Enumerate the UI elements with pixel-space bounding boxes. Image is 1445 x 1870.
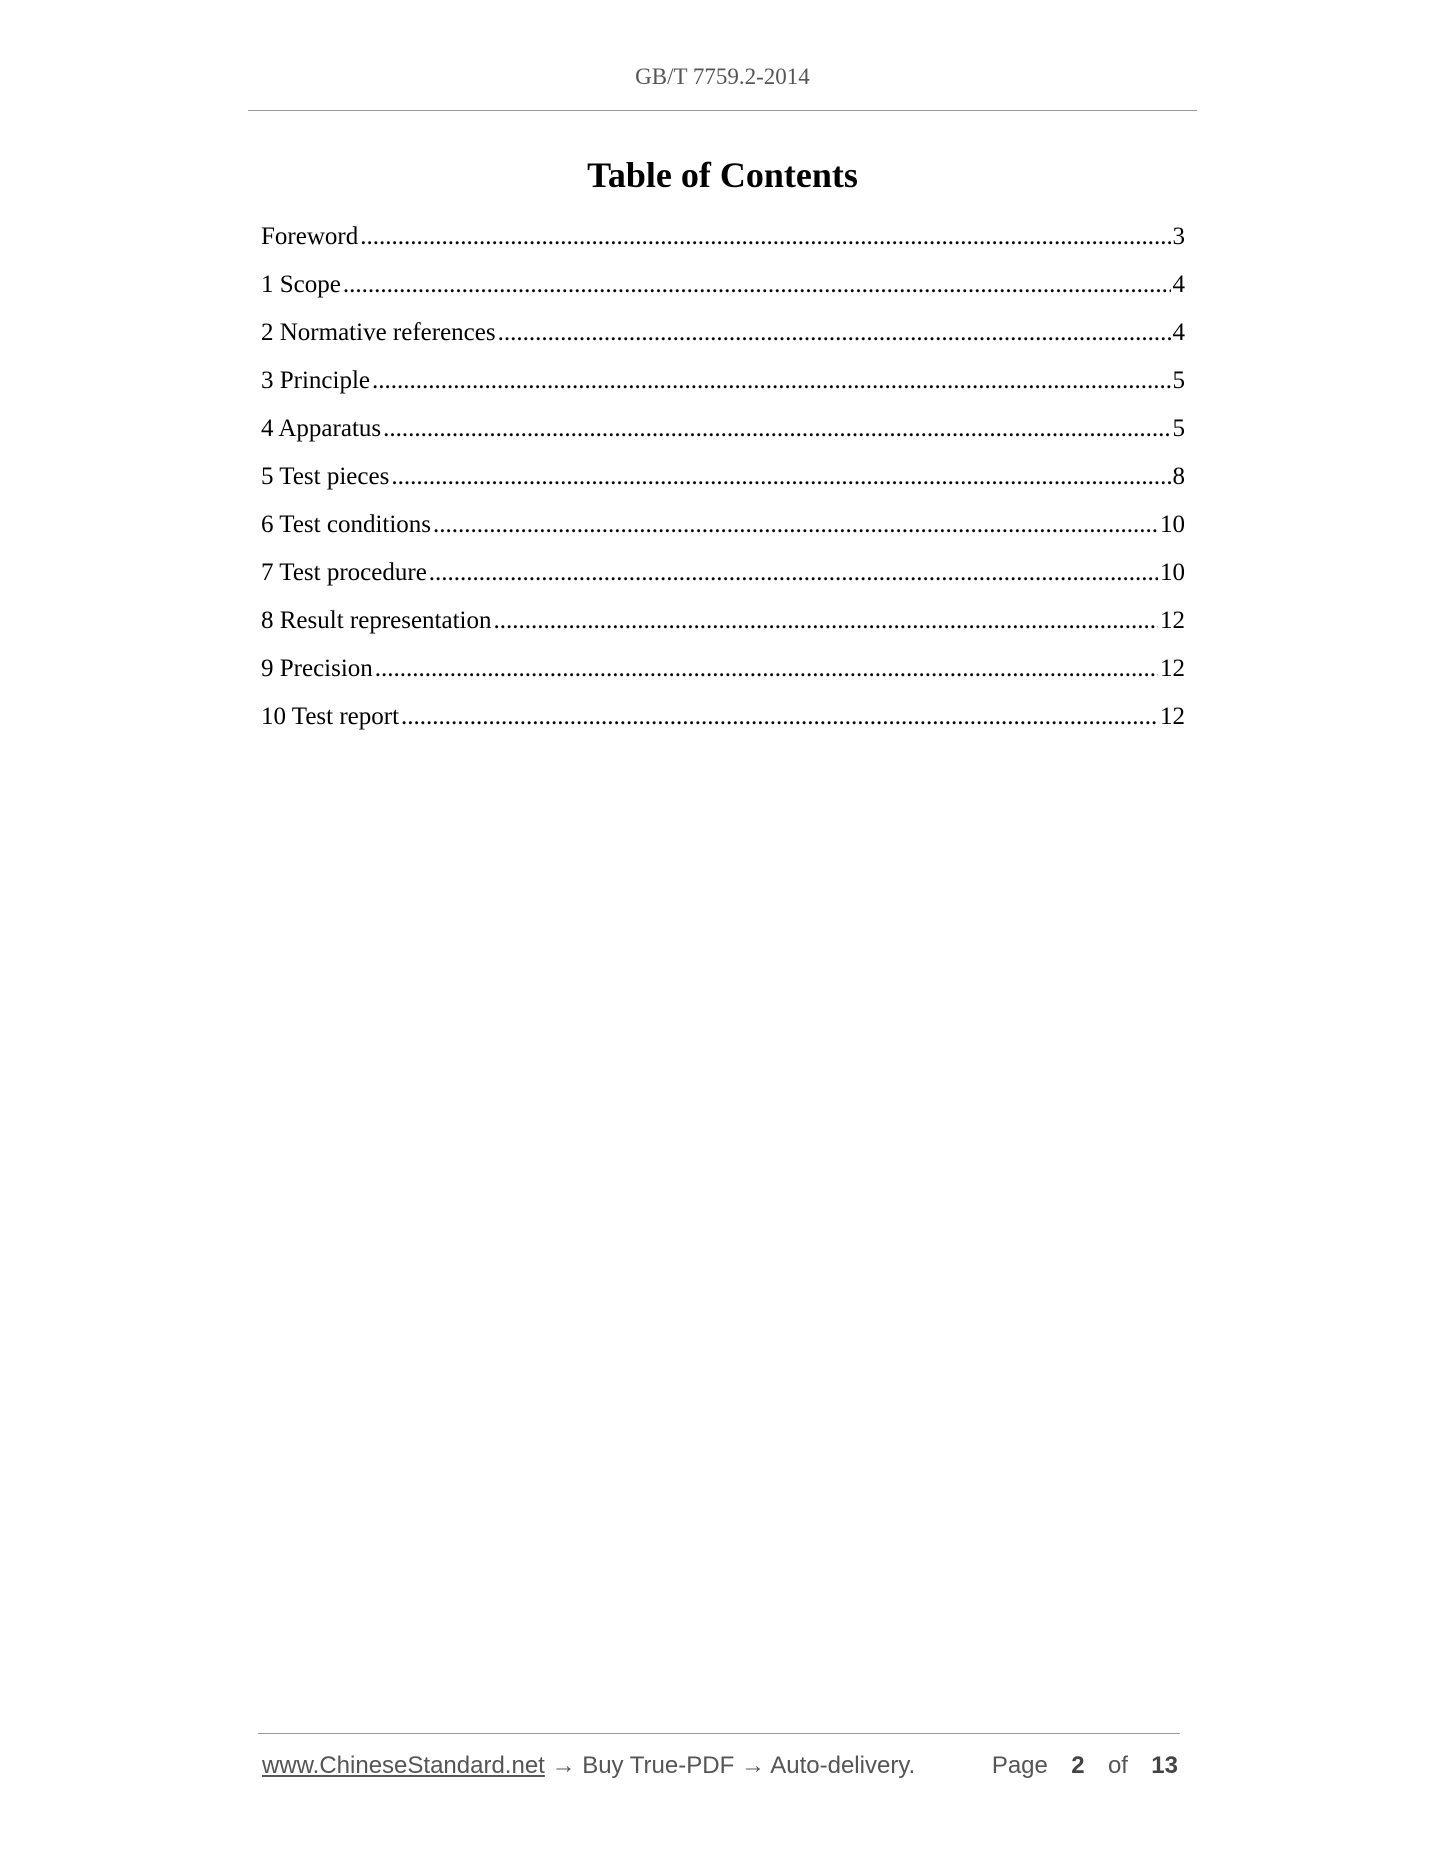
auto-delivery-text: Auto-delivery. [770, 1752, 916, 1779]
toc-entry-normative-references[interactable] [261, 318, 1185, 366]
toc-entry-test-report[interactable] [261, 702, 1185, 750]
toc-entry-label: 10 Test report [261, 703, 400, 730]
chinesestandard-link[interactable]: www.ChineseStandard.net [262, 1752, 545, 1779]
right-arrow-icon: → [740, 1752, 765, 1779]
toc-entry-page: 10 [1160, 559, 1185, 586]
toc-entry-page: 8 [1172, 463, 1185, 490]
current-page-number: 2 [1071, 1752, 1085, 1779]
page-number-indicator [992, 1752, 1178, 1780]
toc-entry-page: 10 [1160, 511, 1185, 538]
toc-entry-result-representation[interactable] [261, 606, 1185, 654]
toc-entry-test-procedure[interactable] [261, 558, 1185, 606]
toc-entry-page: 5 [1172, 367, 1185, 394]
toc-dot-leader [433, 510, 1158, 540]
toc-entry-page: 4 [1172, 319, 1185, 346]
toc-entry-page: 4 [1172, 271, 1185, 298]
right-arrow-icon: → [551, 1752, 576, 1779]
toc-entry-page: 12 [1160, 607, 1185, 634]
toc-entry-principle[interactable] [261, 366, 1185, 414]
toc-entry-foreword[interactable] [261, 222, 1185, 270]
header-divider [248, 110, 1197, 111]
toc-entry-page: 5 [1172, 415, 1185, 442]
toc-entry-test-pieces[interactable] [261, 462, 1185, 510]
toc-entry-page: 3 [1172, 223, 1185, 250]
toc-dot-leader [494, 606, 1159, 636]
toc-title: Table of Contents [587, 155, 858, 195]
toc-entry-label: 2 Normative references [261, 319, 496, 346]
buy-true-pdf-text: Buy True-PDF [582, 1752, 735, 1779]
toc-dot-leader [360, 222, 1170, 252]
of-word: of [1107, 1752, 1128, 1779]
page-word: Page [991, 1752, 1048, 1779]
total-page-count: 13 [1151, 1752, 1178, 1779]
footer-promo [262, 1752, 915, 1780]
toc-dot-leader [372, 366, 1170, 396]
footer-divider [258, 1733, 1180, 1734]
toc-dot-leader [401, 702, 1158, 732]
toc-dot-leader [343, 270, 1171, 300]
toc-entry-label: 9 Precision [261, 655, 373, 682]
toc-entry-label: 6 Test conditions [261, 511, 432, 538]
toc-dot-leader [429, 558, 1158, 588]
toc-entry-scope[interactable] [261, 270, 1185, 318]
toc-entry-page: 12 [1160, 655, 1185, 682]
toc-entry-precision[interactable] [261, 654, 1185, 702]
page-footer [262, 1752, 1178, 1780]
toc-dot-leader [375, 654, 1158, 684]
toc-dot-leader [498, 318, 1171, 348]
toc-entry-label: 4 Apparatus [261, 415, 382, 442]
toc-entry-label: Foreword [261, 223, 359, 250]
toc-dot-leader [383, 414, 1170, 444]
toc-entry-page: 12 [1160, 703, 1185, 730]
toc-dot-leader [391, 462, 1170, 492]
toc-entry-label: 5 Test pieces [261, 463, 390, 490]
toc-entry-label: 7 Test procedure [261, 559, 427, 586]
toc-entry-label: 3 Principle [261, 367, 371, 394]
standard-code-header: GB/T 7759.2-2014 [635, 64, 810, 89]
toc-entry-apparatus[interactable] [261, 414, 1185, 462]
toc-entry-test-conditions[interactable] [261, 510, 1185, 558]
toc-entry-label: 1 Scope [261, 271, 341, 298]
toc-list [261, 222, 1185, 750]
toc-entry-label: 8 Result representation [261, 607, 492, 634]
